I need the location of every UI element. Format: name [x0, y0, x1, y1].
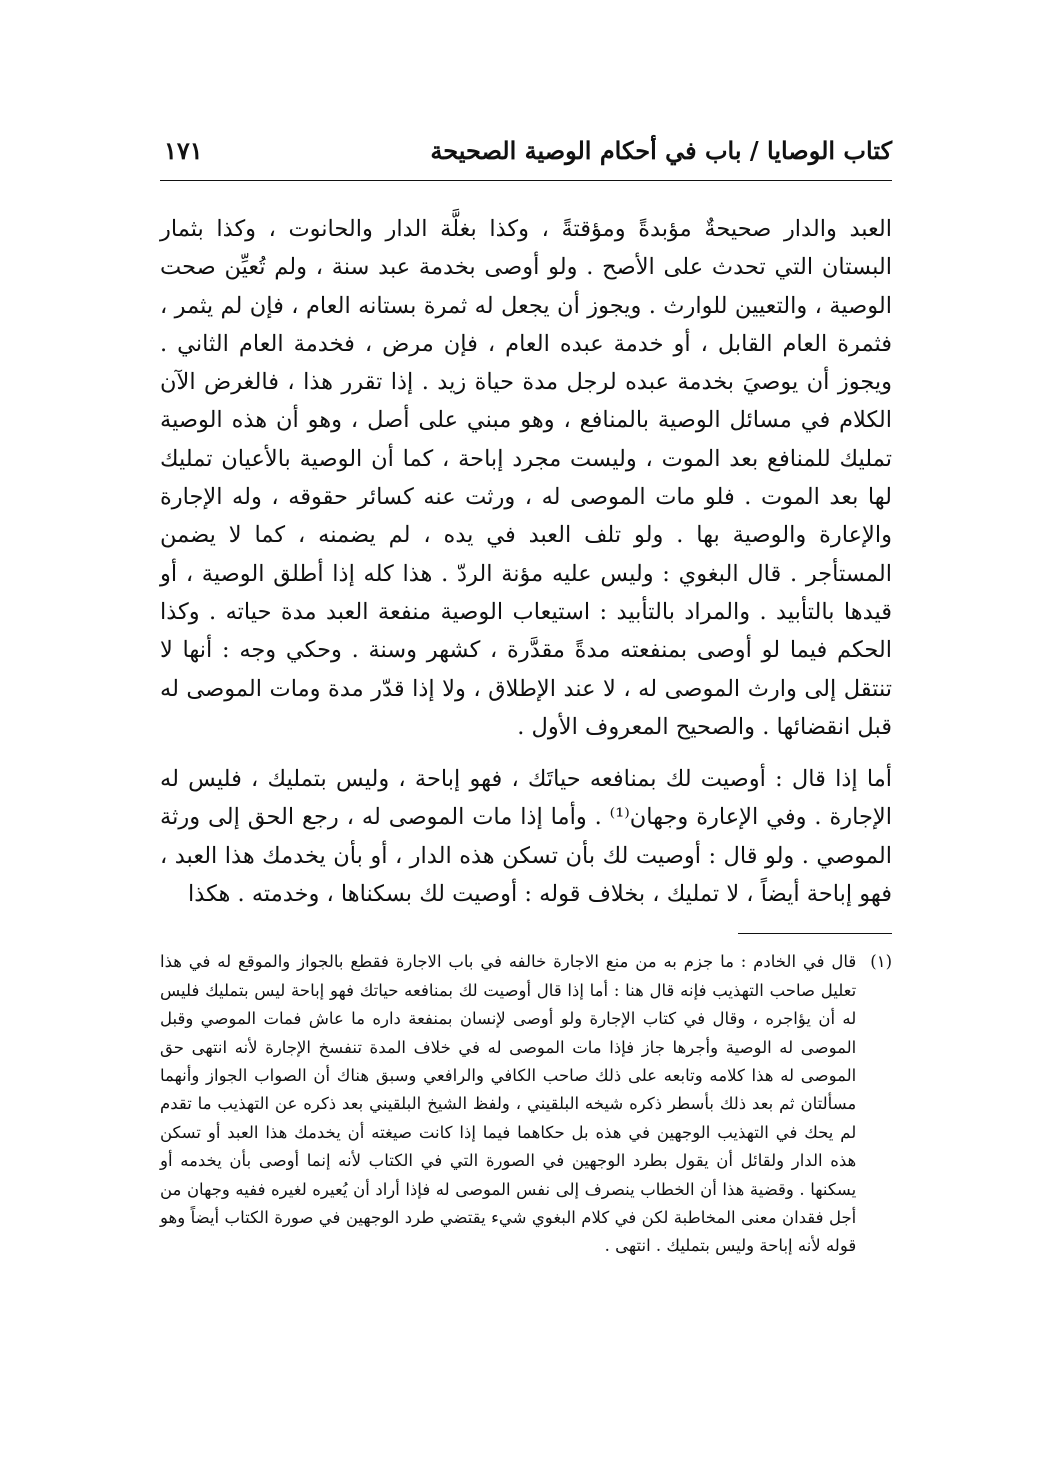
footnote-separator — [738, 933, 892, 934]
main-text — [160, 210, 892, 913]
paragraph-1: العبد والدار صحيحةٌ مؤبدةً ومؤقتةً ، وكذا بغلَّة الدار والحانوت ، وكذا بثمار البستان التي تحدث على الأصح . ولو أوصى بخدمة عبد سنة ، ولم تُعيِّن صحت الوصية ، والتعيين للوارث . ويجوز أن يجعل له ثمرة بستانه العام ، فإن لم يثمر ، فثمرة العام القابل ، أو خدمة عبده العام ، فإن مرض ، فخدمة العام الثاني . ويجوز أن يوصيَ بخدمة عبده لرجل مدة حياة زيد . إذا تقرر هذا ، فالغرض الآن الكلام في مسائل الوصية بالمنافع ، وهو مبني على أصل ، وهو أن هذه الوصية تمليك للمنافع بعد الموت ، وليست مجرد إباحة ، كما أن الوصية بالأعيان تمليك لها بعد الموت . فلو مات الموصى له ، ورثت عنه كسائر حقوقه ، وله الإجارة والإعارة والوصية بها . ولو تلف العبد في يده ، لم يضمنه ، كما لا يضمن المستأجر . قال البغوي : وليس عليه مؤنة الردّ . هذا كله إذا أطلق الوصية ، أو قيدها بالتأبيد . والمراد بالتأبيد : استيعاب الوصية منفعة العبد مدة حياته . وكذا الحكم فيما لو أوصى بمنفعته مدةً مقدَّرة ، كشهر وسنة . وحكي وجه : أنها لا تنتقل إلى وارث الموصى له ، لا عند الإطلاق ، ولا إذا قدّر مدة ومات الموصى له قبل انقضائها . والصحيح المعروف الأول . — [160, 216, 892, 740]
running-title: كتاب الوصايا / باب في أحكام الوصية الصحيحة — [430, 136, 892, 165]
footnote-marker: (١) — [870, 952, 892, 972]
page-number: ١٧١ — [164, 136, 203, 165]
footnote-text: قال في الخادم : ما جزم به من منع الاجارة خالفه في باب الاجارة فقطع بالجواز والموقع له في هذا تعليل صاحب التهذيب فإنه قال هنا : أما إذا قال أوصيت لك بمنافعه حياتك فهو إباحة ليس بتمليك فليس له أن يؤاجره ، وقال في كتاب الإجارة ولو أوصى لإنسان بمنفعة داره ما عاش فمات الموصي وقبل الموصى له الوصية وأجرها جاز فإذا مات الموصى له في خلاف المدة تنفسخ الإجارة لأنه انتهى حق الموصى له هذا كلامه وتابعه على ذلك صاحب الكافي والرافعي وسبق هناك أن الصواب الجواز وأنهما مسألتان ثم بعد ذلك بأسطر ذكره شيخه البلقيني ، ولفظ الشيخ البلقيني بعد ذكره عن التهذيب ما تقدم لم يحك في التهذيب الوجهين في هذه بل حكاهما فيما إذا كانت صيغته أن يخدمك هذا العبد أو تسكن هذه الدار ولقائل أن يقول بطرد الوجهين في الصورة التي في الكتاب لأنه إنما أوصى بأن يخدمه أو يسكنها . وقضية هذا أن الخطاب ينصرف إلى نفس الموصى له فإذا أراد أن يُعيره لغيره ففيه وجهان من أجل فقدان معنى المخاطبة لكن في كلام البغوي شيء يقتضي طرد الوجهين في صورة الكتاب أيضاً وهو قوله لأنه إباحة وليس بتمليك . انتهى . — [160, 952, 857, 1256]
paragraph-2: أما إذا قال : أوصيت لك بمنافعه حياتَك ، فهو إباحة ، وليس بتمليك ، فليس له الإجارة . وفي الإعارة وجهان⁽¹⁾ . وأما إذا مات الموصى له ، رجع الحق إلى ورثة الموصي . ولو قال : أوصيت لك بأن تسكن هذه الدار ، أو بأن يخدمك هذا العبد ، فهو إباحة أيضاً ، لا تمليك ، بخلاف قوله : أوصيت لك بسكناها ، وخدمته . هكذا — [160, 766, 892, 908]
document-page — [160, 120, 892, 1420]
footnote-1 — [160, 948, 892, 1260]
page-header — [160, 120, 892, 186]
header-rule — [160, 180, 892, 181]
